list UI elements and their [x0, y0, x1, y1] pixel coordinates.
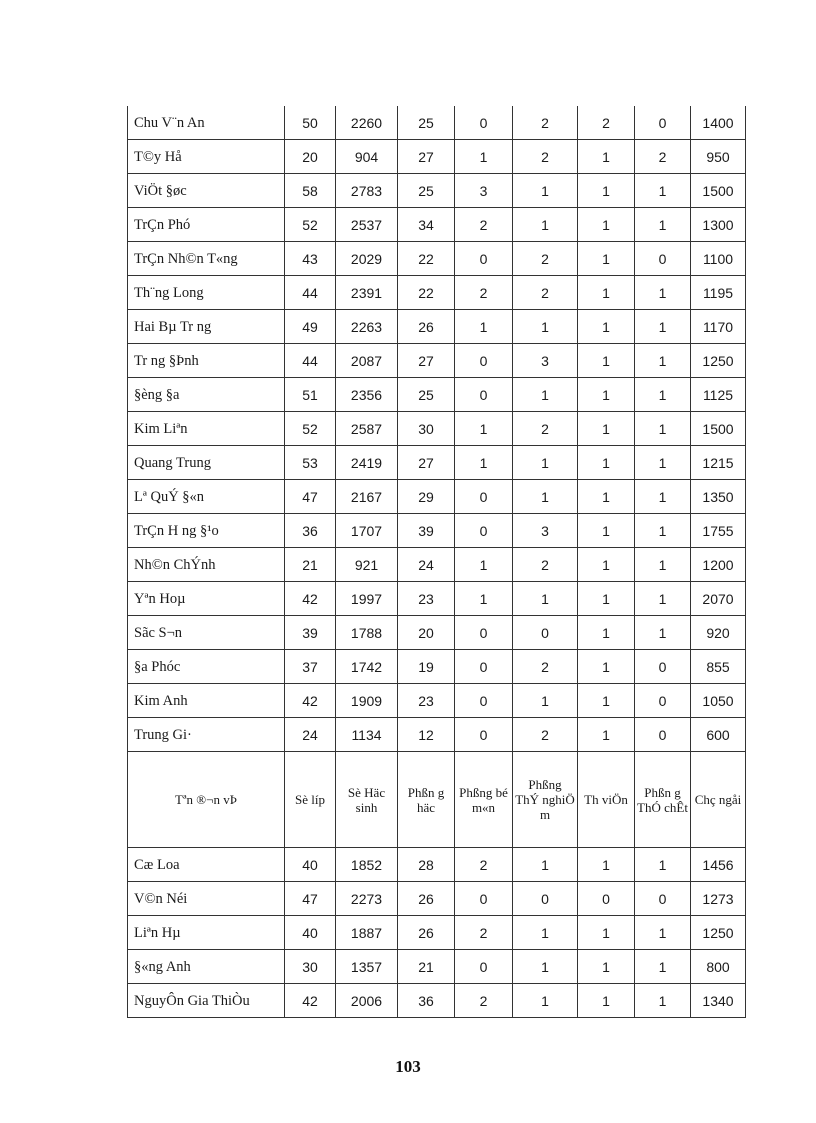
column-header: Phßn g häc	[398, 752, 455, 848]
column-header: Chç ngåi	[691, 752, 746, 848]
table-cell: 1	[578, 412, 635, 446]
table-cell: 29	[398, 480, 455, 514]
table-body-bottom	[128, 848, 746, 1018]
table-cell: 0	[635, 650, 691, 684]
school-name-cell: Th¨ng Long	[128, 276, 285, 310]
table-row	[128, 848, 746, 882]
table-cell: 49	[285, 310, 336, 344]
table-cell: 2419	[336, 446, 398, 480]
table-row	[128, 140, 746, 174]
table-cell: 2167	[336, 480, 398, 514]
table-cell: 19	[398, 650, 455, 684]
table-cell: 600	[691, 718, 746, 752]
table-row	[128, 378, 746, 412]
table-cell: 1500	[691, 412, 746, 446]
table-cell: 42	[285, 684, 336, 718]
table-cell: 1456	[691, 848, 746, 882]
table-cell: 1	[578, 514, 635, 548]
table-cell: 1	[578, 446, 635, 480]
table-cell: 34	[398, 208, 455, 242]
school-name-cell: NguyÔn Gia ThiÒu	[128, 984, 285, 1018]
table-cell: 1	[635, 378, 691, 412]
table-row	[128, 582, 746, 616]
school-name-cell: Lª QuÝ §«n	[128, 480, 285, 514]
table-cell: 0	[455, 616, 513, 650]
table-cell: 1	[455, 548, 513, 582]
school-name-cell: Nh©n ChÝnh	[128, 548, 285, 582]
table-cell: 1707	[336, 514, 398, 548]
table-cell: 1	[455, 310, 513, 344]
table-cell: 1	[513, 950, 578, 984]
table-cell: 1742	[336, 650, 398, 684]
table-cell: 1	[578, 242, 635, 276]
table-cell: 855	[691, 650, 746, 684]
table-cell: 1	[513, 916, 578, 950]
table-cell: 1852	[336, 848, 398, 882]
table-cell: 1	[578, 916, 635, 950]
table-cell: 2029	[336, 242, 398, 276]
table-cell: 2273	[336, 882, 398, 916]
table-row	[128, 208, 746, 242]
table-cell: 0	[513, 616, 578, 650]
table-row	[128, 950, 746, 984]
table-cell: 1170	[691, 310, 746, 344]
table-cell: 0	[455, 650, 513, 684]
table-cell: 1	[635, 276, 691, 310]
table-cell: 2	[513, 650, 578, 684]
table-cell: 1	[578, 310, 635, 344]
table-row	[128, 412, 746, 446]
table-cell: 27	[398, 140, 455, 174]
table-cell: 1340	[691, 984, 746, 1018]
table-cell: 2	[513, 140, 578, 174]
table-cell: 1	[578, 208, 635, 242]
table-cell: 2	[513, 718, 578, 752]
table-cell: 0	[455, 882, 513, 916]
table-cell: 1	[578, 616, 635, 650]
table-cell: 28	[398, 848, 455, 882]
table-cell: 1	[635, 616, 691, 650]
table-cell: 21	[398, 950, 455, 984]
school-name-cell: Sãc S¬n	[128, 616, 285, 650]
table-cell: 1	[578, 344, 635, 378]
table-cell: 2	[455, 984, 513, 1018]
table-row	[128, 310, 746, 344]
table-cell: 1500	[691, 174, 746, 208]
table-cell: 40	[285, 916, 336, 950]
table-cell: 2391	[336, 276, 398, 310]
table-cell: 0	[635, 684, 691, 718]
table-cell: 1	[455, 140, 513, 174]
table-cell: 1	[578, 950, 635, 984]
table-cell: 23	[398, 684, 455, 718]
table-cell: 1273	[691, 882, 746, 916]
table-cell: 0	[455, 378, 513, 412]
table-cell: 1	[635, 310, 691, 344]
table-cell: 1	[578, 276, 635, 310]
table-cell: 1	[578, 718, 635, 752]
table-cell: 40	[285, 848, 336, 882]
table-cell: 0	[513, 882, 578, 916]
table-cell: 47	[285, 480, 336, 514]
column-header: Th viÖn	[578, 752, 635, 848]
school-name-cell: §«ng Anh	[128, 950, 285, 984]
table-cell: 3	[513, 514, 578, 548]
table-cell: 2	[455, 276, 513, 310]
table-cell: 1	[513, 582, 578, 616]
table-cell: 1788	[336, 616, 398, 650]
table-cell: 1100	[691, 242, 746, 276]
table-cell: 0	[455, 344, 513, 378]
school-name-cell: TrÇn Phó	[128, 208, 285, 242]
table-cell: 24	[398, 548, 455, 582]
table-cell: 1	[455, 446, 513, 480]
table-row	[128, 446, 746, 480]
table-cell: 1	[578, 582, 635, 616]
table-cell: 1	[635, 446, 691, 480]
table-cell: 51	[285, 378, 336, 412]
table-row	[128, 650, 746, 684]
table-cell: 44	[285, 276, 336, 310]
school-name-cell: Quang Trung	[128, 446, 285, 480]
table-cell: 27	[398, 344, 455, 378]
table-cell: 1	[578, 684, 635, 718]
table-cell: 1350	[691, 480, 746, 514]
table-row	[128, 344, 746, 378]
table-cell: 36	[398, 984, 455, 1018]
table-cell: 904	[336, 140, 398, 174]
table-cell: 2	[513, 106, 578, 140]
table-cell: 2	[513, 548, 578, 582]
table-cell: 1755	[691, 514, 746, 548]
table-cell: 26	[398, 310, 455, 344]
table-cell: 1	[513, 378, 578, 412]
table-header-row-group	[128, 752, 746, 848]
table-cell: 0	[635, 242, 691, 276]
school-name-cell: TrÇn H ng §¹o	[128, 514, 285, 548]
column-header: Sè Häc sinh	[336, 752, 398, 848]
school-statistics-table	[127, 106, 746, 1018]
school-name-cell: Yªn Hoµ	[128, 582, 285, 616]
table-cell: 25	[398, 378, 455, 412]
table-cell: 1909	[336, 684, 398, 718]
table-cell: 47	[285, 882, 336, 916]
table-cell: 30	[285, 950, 336, 984]
table-cell: 1	[513, 984, 578, 1018]
table-cell: 42	[285, 582, 336, 616]
table-row	[128, 718, 746, 752]
table-cell: 36	[285, 514, 336, 548]
table-cell: 1	[578, 650, 635, 684]
table-cell: 52	[285, 412, 336, 446]
table-cell: 0	[635, 718, 691, 752]
table-cell: 22	[398, 276, 455, 310]
table-cell: 1	[635, 480, 691, 514]
table-cell: 1125	[691, 378, 746, 412]
school-name-cell: §a Phóc	[128, 650, 285, 684]
table-cell: 2	[513, 412, 578, 446]
table-cell: 1	[635, 950, 691, 984]
table-cell: 1	[635, 848, 691, 882]
table-cell: 22	[398, 242, 455, 276]
table-cell: 1	[578, 848, 635, 882]
table-cell: 39	[285, 616, 336, 650]
table-cell: 1250	[691, 344, 746, 378]
table-cell: 2	[513, 242, 578, 276]
table-cell: 1	[578, 548, 635, 582]
table-cell: 921	[336, 548, 398, 582]
table-cell: 2356	[336, 378, 398, 412]
school-name-cell: Tr ng §Þnh	[128, 344, 285, 378]
table-row	[128, 242, 746, 276]
table-cell: 12	[398, 718, 455, 752]
table-cell: 1200	[691, 548, 746, 582]
table-cell: 1	[578, 378, 635, 412]
table-cell: 39	[398, 514, 455, 548]
table-cell: 53	[285, 446, 336, 480]
table-cell: 2	[635, 140, 691, 174]
table-row	[128, 916, 746, 950]
table-cell: 1	[578, 480, 635, 514]
table-cell: 0	[455, 514, 513, 548]
table-cell: 1	[513, 208, 578, 242]
table-cell: 1134	[336, 718, 398, 752]
table-cell: 23	[398, 582, 455, 616]
table-row	[128, 984, 746, 1018]
table-cell: 2260	[336, 106, 398, 140]
table-cell: 1	[455, 412, 513, 446]
column-header: Sè líp	[285, 752, 336, 848]
column-header: Phßng bé m«n	[455, 752, 513, 848]
table-cell: 44	[285, 344, 336, 378]
table-cell: 2263	[336, 310, 398, 344]
table-cell: 1	[513, 848, 578, 882]
table-cell: 21	[285, 548, 336, 582]
table-row	[128, 684, 746, 718]
table-cell: 1	[513, 174, 578, 208]
table-cell: 42	[285, 984, 336, 1018]
table-cell: 1	[455, 582, 513, 616]
table-cell: 1250	[691, 916, 746, 950]
table-row	[128, 514, 746, 548]
table-row	[128, 882, 746, 916]
table-row	[128, 174, 746, 208]
table-cell: 1400	[691, 106, 746, 140]
table-cell: 0	[455, 480, 513, 514]
table-cell: 1215	[691, 446, 746, 480]
table-cell: 1	[578, 140, 635, 174]
table-cell: 26	[398, 916, 455, 950]
table-cell: 1887	[336, 916, 398, 950]
table-cell: 1	[635, 344, 691, 378]
table-cell: 1	[513, 684, 578, 718]
school-name-cell: Trung Gi·	[128, 718, 285, 752]
table-row	[128, 276, 746, 310]
table-row	[128, 106, 746, 140]
table-cell: 2006	[336, 984, 398, 1018]
table-cell: 2	[513, 276, 578, 310]
table-cell: 27	[398, 446, 455, 480]
table-cell: 25	[398, 106, 455, 140]
table-cell: 1357	[336, 950, 398, 984]
page-number: 103	[395, 1057, 421, 1076]
table-cell: 30	[398, 412, 455, 446]
table-cell: 2783	[336, 174, 398, 208]
table-cell: 1	[513, 310, 578, 344]
table-cell: 0	[455, 718, 513, 752]
school-name-cell: V©n Néi	[128, 882, 285, 916]
table-cell: 3	[513, 344, 578, 378]
table-cell: 1	[635, 412, 691, 446]
school-name-cell: Cæ Loa	[128, 848, 285, 882]
table-cell: 2	[455, 208, 513, 242]
table-cell: 1	[635, 208, 691, 242]
table-cell: 1	[635, 916, 691, 950]
table-cell: 2070	[691, 582, 746, 616]
table-cell: 43	[285, 242, 336, 276]
column-header: Tªn ®¬n vÞ	[128, 752, 285, 848]
table-cell: 1195	[691, 276, 746, 310]
school-name-cell: Liªn Hµ	[128, 916, 285, 950]
table-cell: 3	[455, 174, 513, 208]
school-name-cell: Kim Anh	[128, 684, 285, 718]
table-row	[128, 548, 746, 582]
table-cell: 0	[455, 106, 513, 140]
table-cell: 52	[285, 208, 336, 242]
school-name-cell: Kim Liªn	[128, 412, 285, 446]
table-cell: 0	[455, 950, 513, 984]
table-cell: 37	[285, 650, 336, 684]
table-cell: 1	[513, 480, 578, 514]
table-cell: 25	[398, 174, 455, 208]
table-cell: 2537	[336, 208, 398, 242]
table-cell: 1	[635, 548, 691, 582]
table-cell: 2587	[336, 412, 398, 446]
school-name-cell: §èng §a	[128, 378, 285, 412]
table-cell: 2	[455, 848, 513, 882]
table-cell: 800	[691, 950, 746, 984]
school-name-cell: Chu V¨n An	[128, 106, 285, 140]
table-cell: 0	[635, 106, 691, 140]
table-cell: 920	[691, 616, 746, 650]
column-header: Phßng ThÝ nghiÖ m	[513, 752, 578, 848]
table-row	[128, 616, 746, 650]
table-cell: 1	[635, 582, 691, 616]
table-cell: 58	[285, 174, 336, 208]
column-header: Phßn g ThÓ chÊt	[635, 752, 691, 848]
school-name-cell: TrÇn Nh©n T«ng	[128, 242, 285, 276]
table-cell: 2	[578, 106, 635, 140]
table-cell: 2	[455, 916, 513, 950]
table-cell: 0	[455, 684, 513, 718]
table-cell: 20	[285, 140, 336, 174]
table-cell: 1	[513, 446, 578, 480]
table-cell: 50	[285, 106, 336, 140]
school-name-cell: Hai Bµ Tr ng	[128, 310, 285, 344]
table-cell: 1997	[336, 582, 398, 616]
table-cell: 1	[635, 514, 691, 548]
table-body-top	[128, 106, 746, 752]
table-cell: 950	[691, 140, 746, 174]
table-cell: 0	[578, 882, 635, 916]
table-cell: 1	[635, 984, 691, 1018]
table-cell: 1050	[691, 684, 746, 718]
table-cell: 0	[635, 882, 691, 916]
table-cell: 20	[398, 616, 455, 650]
school-name-cell: T©y Hå	[128, 140, 285, 174]
table-row	[128, 480, 746, 514]
table-cell: 1	[578, 984, 635, 1018]
table-cell: 2087	[336, 344, 398, 378]
table-cell: 1	[578, 174, 635, 208]
table-header-row	[128, 752, 746, 848]
table-cell: 24	[285, 718, 336, 752]
table-cell: 26	[398, 882, 455, 916]
school-name-cell: ViÖt §øc	[128, 174, 285, 208]
table-cell: 1300	[691, 208, 746, 242]
table-cell: 1	[635, 174, 691, 208]
table-cell: 0	[455, 242, 513, 276]
